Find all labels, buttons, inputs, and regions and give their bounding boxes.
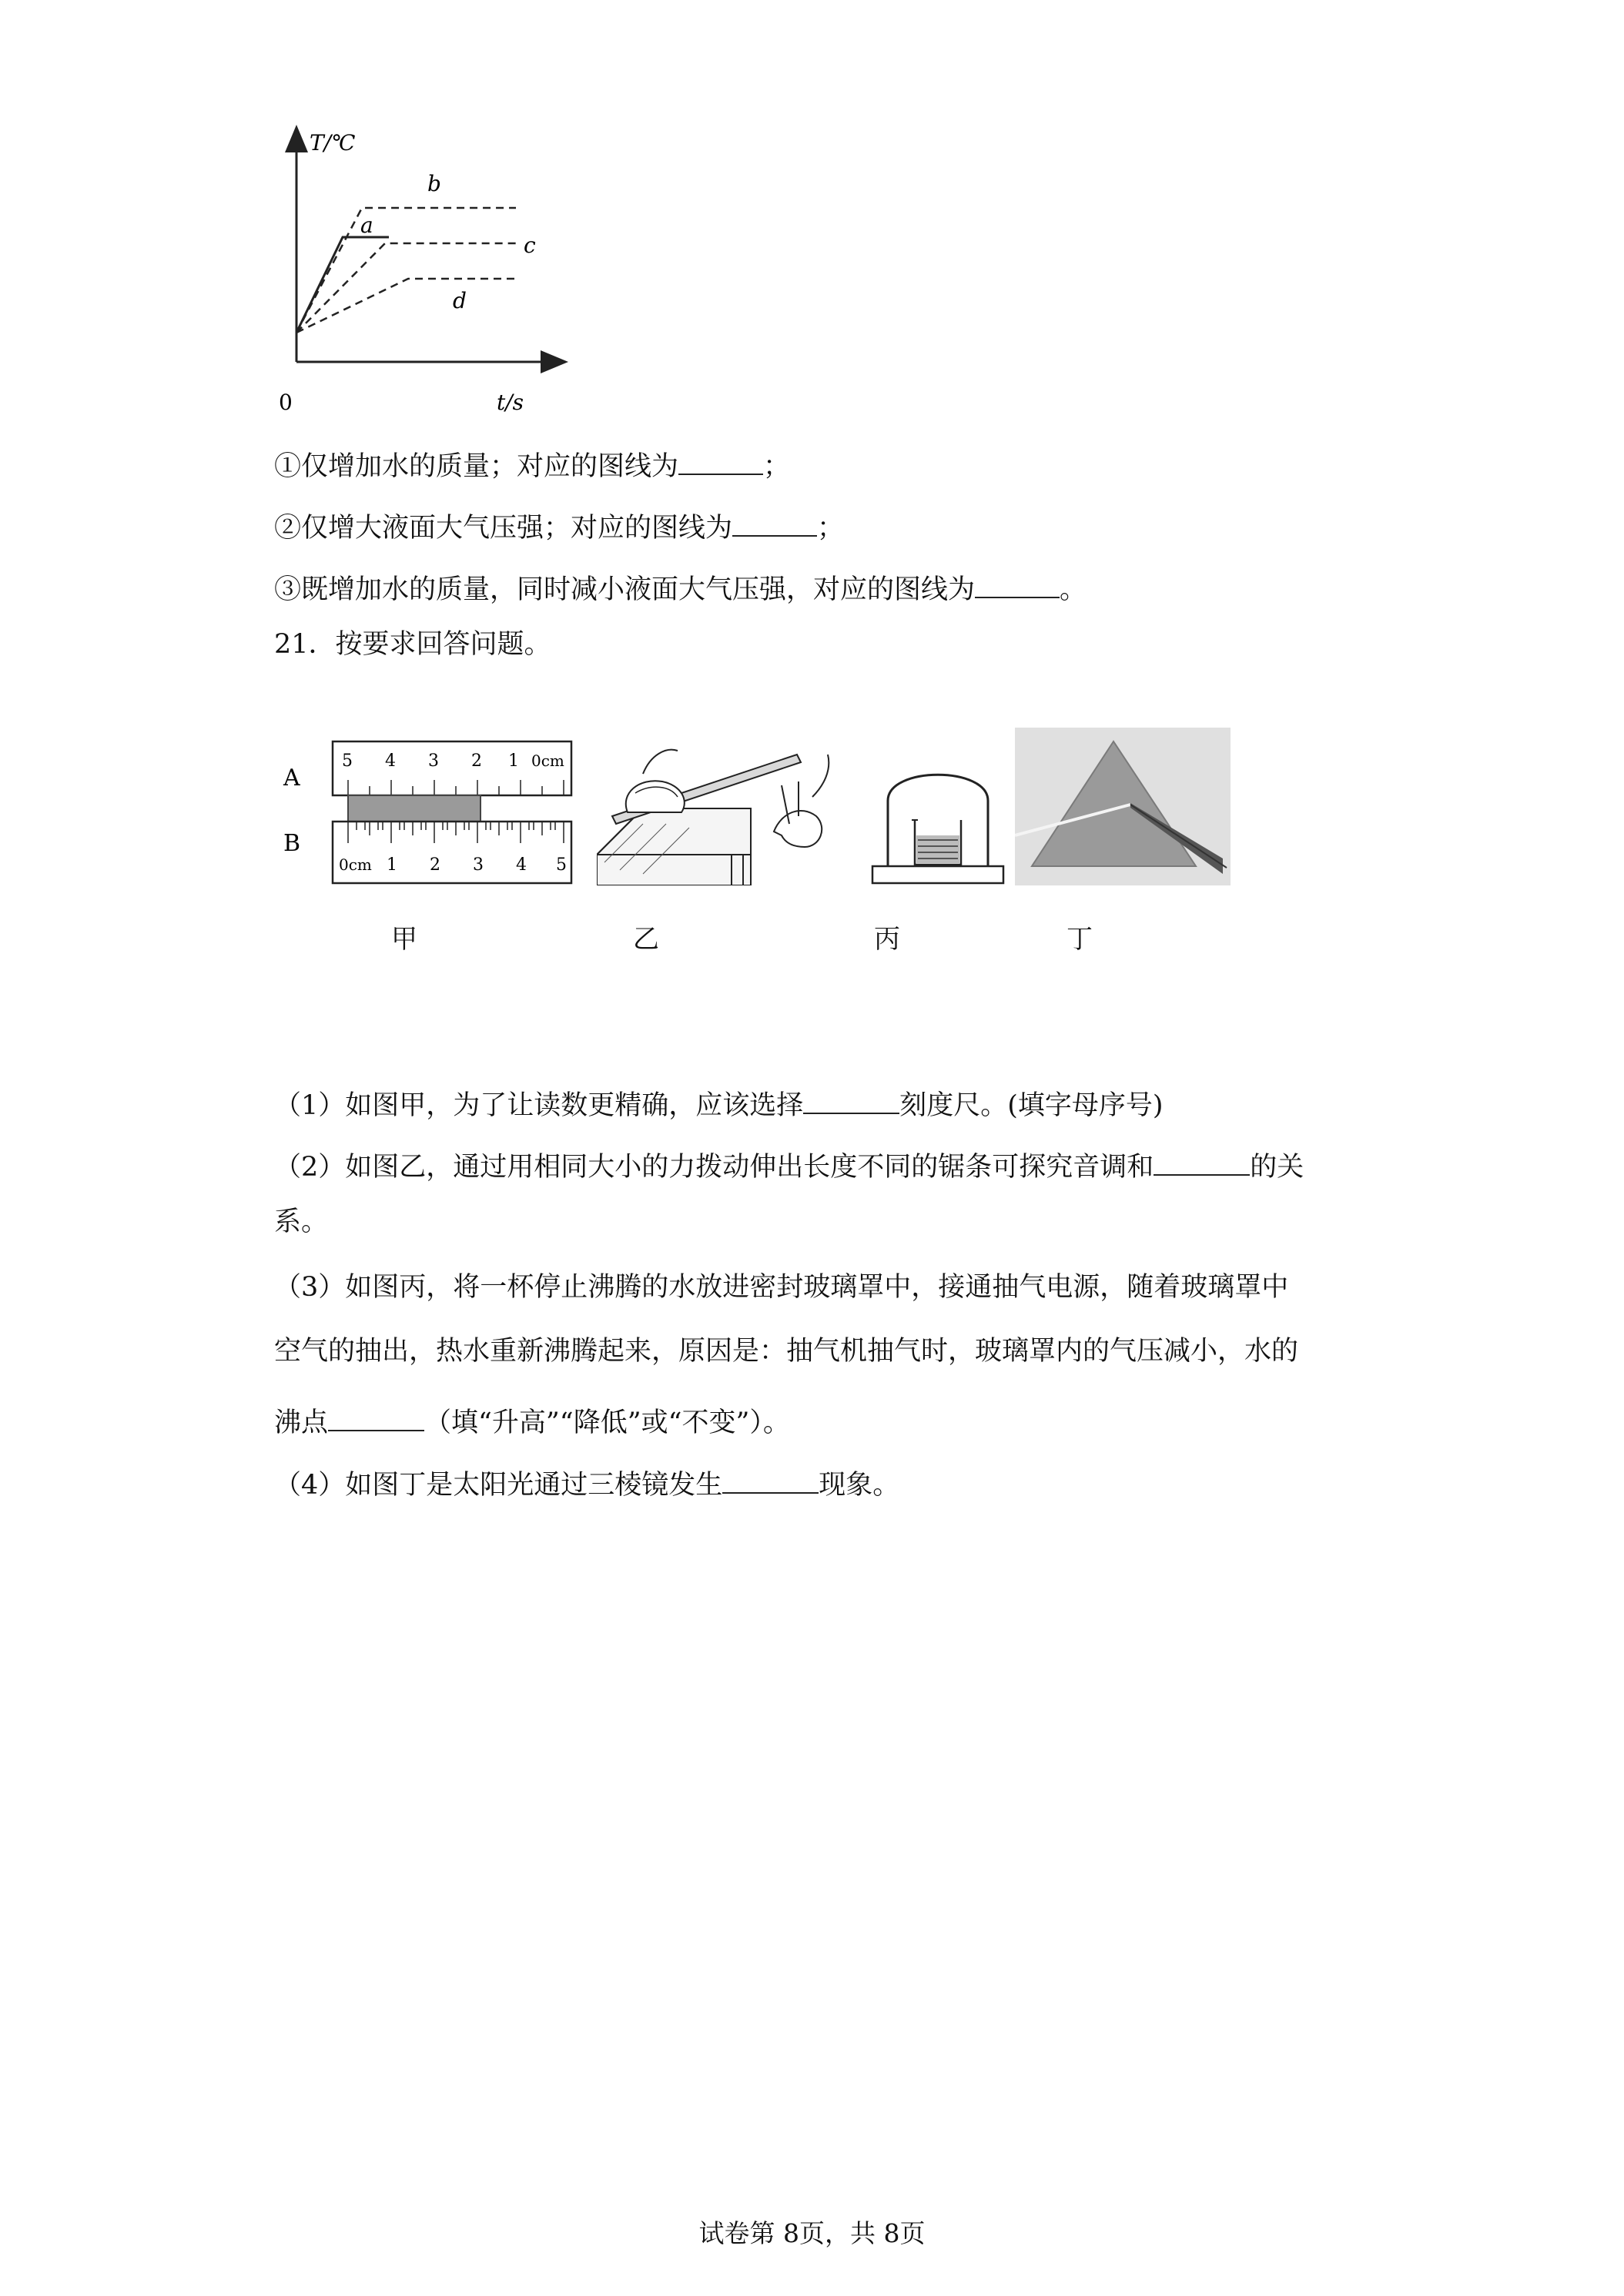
x-axis-label: t/s <box>497 390 524 415</box>
ruler-a-tick-3: 3 <box>428 751 439 771</box>
ruler-a-tick-2: 2 <box>471 751 482 771</box>
q20-item-3 <box>274 570 1087 604</box>
curve-d <box>296 279 516 333</box>
q21-part-4 <box>274 1465 899 1499</box>
curve-label-b: b <box>427 171 441 196</box>
q21-part-1-before: （1）如图甲，为了让读数更精确，应该选择 <box>274 1090 804 1121</box>
curve-label-d: d <box>453 288 467 313</box>
q21-part-1-after: 刻度尺。(填字母序号) <box>899 1090 1164 1121</box>
ruler-b-tick-1: 1 <box>387 855 397 875</box>
ruler-b-tick-2: 2 <box>430 855 440 875</box>
ruler-a-tick-4: 4 <box>385 751 396 771</box>
answer-blank[interactable] <box>678 447 763 475</box>
figure-bing-bell-jar <box>869 751 1007 885</box>
q21-title: 21．按要求回答问题。 <box>274 629 551 660</box>
q21-part-2 <box>274 1147 1304 1181</box>
answer-blank[interactable] <box>722 1465 819 1494</box>
ruler-a-tick-0: 0cm <box>531 751 564 770</box>
ruler-b-tick-5: 5 <box>556 855 567 875</box>
q21-part-4-after: 现象。 <box>819 1470 900 1501</box>
caption-bing: 丙 <box>874 924 900 955</box>
ruler-a-tick-1: 1 <box>508 751 519 771</box>
figure-ding-prism <box>1015 728 1231 885</box>
q21-part-2-cont: 系。 <box>274 1207 329 1237</box>
q20-item-2 <box>274 508 844 542</box>
q21-part-2-before: （2）如图乙，通过用相同大小的力拨动伸出长度不同的锯条可探究音调和 <box>274 1152 1154 1183</box>
caption-yi: 乙 <box>633 924 659 955</box>
q20-item-1 <box>274 447 790 480</box>
q21-part-3-line-3 <box>274 1403 790 1437</box>
curve-b <box>296 208 516 333</box>
ruler-b-tick-4: 4 <box>516 855 527 875</box>
q20-item-1-end: ； <box>763 451 791 482</box>
answer-blank[interactable] <box>328 1403 424 1431</box>
curve-c <box>296 243 516 333</box>
answer-blank[interactable] <box>803 1086 899 1114</box>
q21-part-2-after: 的关 <box>1250 1152 1304 1183</box>
origin-label: 0 <box>279 390 293 415</box>
q20-item-3-end: 。 <box>1060 574 1087 605</box>
page-footer: 试卷第 8页，共 8页 <box>698 2218 926 2248</box>
ruler-label-a: A <box>283 765 300 792</box>
ruler-a-tick-5: 5 <box>342 751 353 771</box>
q20-item-1-text: ①仅增加水的质量；对应的图线为 <box>274 451 679 482</box>
q21-part-3-line-2: 空气的抽出，热水重新沸腾起来，原因是：抽气机抽气时，玻璃罩内的气压减小，水的 <box>274 1336 1299 1367</box>
q21-part-3-line-1: （3）如图丙，将一杯停止沸腾的水放进密封玻璃罩中，接通抽气电源，随着玻璃罩中 <box>274 1272 1289 1303</box>
ruler-b <box>333 822 571 883</box>
figure-yi-saw-blade <box>597 739 843 885</box>
temperature-time-graph <box>270 123 578 423</box>
answer-blank[interactable] <box>732 508 817 537</box>
q20-item-2-end: ； <box>817 513 845 544</box>
q21-part-3-before: 沸点 <box>274 1407 329 1438</box>
caption-ding: 丁 <box>1066 924 1093 955</box>
answer-blank[interactable] <box>975 570 1060 598</box>
q21-part-1 <box>274 1086 1164 1120</box>
q21-part-3-after: （填“升高”“降低”或“不变”）。 <box>424 1407 790 1438</box>
answer-blank[interactable] <box>1154 1147 1250 1176</box>
q21-part-4-before: （4）如图丁是太阳光通过三棱镜发生 <box>274 1470 723 1501</box>
ruler-b-tick-0: 0cm <box>339 855 372 874</box>
q20-item-3-text: ③既增加水的质量，同时减小液面大气压强，对应的图线为 <box>274 574 976 605</box>
ruler-b-tick-3: 3 <box>473 855 484 875</box>
q20-item-2-text: ②仅增大液面大气压强；对应的图线为 <box>274 513 733 544</box>
caption-jia: 甲 <box>391 924 417 955</box>
ruler-label-b: B <box>283 830 301 857</box>
measured-block <box>348 795 481 825</box>
figure-jia-rulers <box>277 728 578 889</box>
curve-label-a: a <box>360 213 373 238</box>
y-axis-label: T/℃ <box>310 130 356 156</box>
curve-label-c: c <box>524 233 536 258</box>
